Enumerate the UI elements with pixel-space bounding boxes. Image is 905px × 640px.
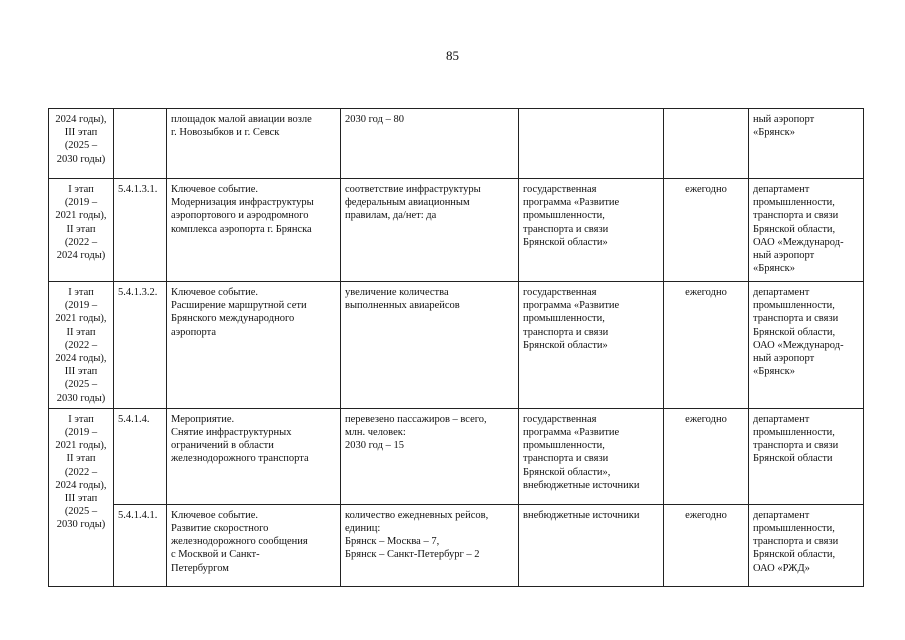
name-cell	[167, 504, 341, 586]
cell-line: II этап	[66, 453, 96, 465]
cell-line: (2019 –	[64, 300, 98, 312]
cell-line: 2021 годы),	[55, 440, 107, 452]
stage-cell	[49, 282, 114, 409]
frequency-cell: ежегодно	[664, 408, 749, 504]
table-row	[49, 504, 864, 586]
cell-line: 2024 годы),	[55, 114, 107, 125]
source-cell	[519, 282, 664, 409]
name-cell	[167, 282, 341, 409]
cell-line: Ключевое событие.	[171, 287, 258, 298]
indicator-cell	[341, 179, 519, 282]
cell-line: Брянской области,	[753, 326, 836, 338]
responsible-cell	[749, 109, 864, 179]
table-row	[49, 179, 864, 282]
cell-line: промышленности,	[523, 210, 605, 222]
cell-line: государственная	[523, 413, 597, 425]
responsible-cell	[749, 282, 864, 409]
cell-line: программа «Развитие	[523, 300, 620, 312]
cell-line: II этап	[66, 326, 96, 338]
table-row	[49, 282, 864, 409]
name-cell	[167, 408, 341, 504]
page-number: 85	[446, 48, 459, 63]
cell-line: «Брянск»	[753, 127, 795, 139]
cell-line: III этап	[64, 493, 98, 505]
cell-line: департамент	[753, 287, 810, 298]
code-cell: 5.4.1.4.	[114, 408, 167, 504]
cell-line: единиц:	[345, 523, 381, 535]
code-cell: 5.4.1.3.2.	[114, 282, 167, 409]
cell-line: Брянской области»	[523, 236, 608, 248]
cell-line: (2025 –	[64, 506, 98, 518]
cell-line: 2021 годы),	[55, 210, 107, 222]
table-row	[49, 109, 864, 179]
cell-line: (2022 –	[64, 466, 98, 478]
cell-line: Брянск – Москва – 7,	[345, 536, 440, 548]
cell-line: Развитие скоростного	[171, 523, 269, 535]
cell-line: Модернизация инфраструктуры	[171, 197, 314, 209]
cell-line: транспорта и связи	[523, 326, 609, 338]
cell-line: ОАО «Международ-	[753, 236, 844, 248]
cell-line: III этап	[64, 366, 98, 378]
responsible-cell	[749, 179, 864, 282]
cell-line: (2025 –	[64, 140, 98, 152]
cell-line: промышленности,	[753, 523, 835, 535]
cell-line: департамент	[753, 184, 810, 195]
frequency-cell: ежегодно	[664, 504, 749, 586]
source-cell	[519, 109, 664, 179]
source-cell	[519, 408, 664, 504]
indicator-cell	[341, 109, 519, 179]
cell-line: Брянского международного	[171, 313, 295, 325]
cell-line: 2030 годы)	[56, 392, 106, 404]
cell-line: Брянск – Санкт-Петербург – 2	[345, 549, 480, 561]
cell-line: Брянской области	[753, 453, 833, 465]
cell-line: промышленности,	[753, 197, 835, 209]
cell-line: аэропорта	[171, 326, 217, 338]
cell-line: «Брянск»	[753, 263, 795, 275]
cell-line: транспорта и связи	[753, 440, 839, 452]
frequency-cell	[664, 109, 749, 179]
stage-cell	[49, 408, 114, 586]
cell-line: ный аэропорт	[753, 114, 815, 125]
cell-line: Ключевое событие.	[171, 509, 258, 521]
cell-line: ный аэропорт	[753, 250, 815, 262]
plan-table	[48, 108, 864, 587]
cell-line: железнодорожного сообщения	[171, 536, 308, 548]
cell-line: федеральным авиационным	[345, 197, 470, 209]
cell-line: 2030 годы)	[56, 153, 106, 165]
cell-line: транспорта и связи	[753, 210, 839, 222]
cell-line: департамент	[753, 509, 810, 521]
cell-line: транспорта и связи	[523, 223, 609, 235]
cell-line: комплекса аэропорта г. Брянска	[171, 223, 312, 235]
cell-line: III этап	[64, 127, 98, 139]
code-cell	[114, 109, 167, 179]
cell-line: (2019 –	[64, 427, 98, 439]
cell-line: с Москвой и Санкт-	[171, 549, 260, 561]
cell-line: транспорта и связи	[753, 536, 839, 548]
cell-line: (2022 –	[64, 339, 98, 351]
cell-line: соответствие инфраструктуры	[345, 184, 481, 195]
cell-line: «Брянск»	[753, 366, 795, 378]
indicator-cell	[341, 504, 519, 586]
cell-line: количество ежедневных рейсов,	[345, 509, 489, 521]
cell-line: I этап	[68, 287, 94, 298]
cell-line: млн. человек:	[345, 427, 406, 439]
cell-line: внебюджетные источники	[523, 479, 640, 491]
cell-line: программа «Развитие	[523, 197, 620, 209]
name-cell	[167, 109, 341, 179]
cell-line: Брянской области»	[523, 339, 608, 351]
cell-line: ОАО «Международ-	[753, 339, 844, 351]
cell-line: внебюджетные источники	[523, 509, 640, 521]
cell-line: 2030 год – 80	[345, 114, 404, 125]
source-cell	[519, 504, 664, 586]
indicator-cell	[341, 282, 519, 409]
cell-line: II этап	[66, 223, 96, 235]
cell-line: железнодорожного транспорта	[171, 453, 309, 465]
cell-line: 2021 годы),	[55, 313, 107, 325]
cell-line: промышленности,	[753, 300, 835, 312]
cell-line: 2024 годы)	[56, 250, 106, 262]
cell-line: программа «Развитие	[523, 427, 620, 439]
stage-cell	[49, 179, 114, 282]
cell-line: (2022 –	[64, 236, 98, 248]
cell-line: ограничений в области	[171, 440, 274, 452]
cell-line: промышленности,	[753, 427, 835, 439]
cell-line: Брянской области,	[753, 549, 836, 561]
cell-line: Мероприятие.	[171, 413, 235, 425]
code-cell: 5.4.1.3.1.	[114, 179, 167, 282]
cell-line: транспорта и связи	[523, 453, 609, 465]
cell-line: промышленности,	[523, 440, 605, 452]
name-cell	[167, 179, 341, 282]
cell-line: департамент	[753, 413, 810, 425]
cell-line: перевезено пассажиров – всего,	[345, 413, 487, 425]
cell-line: 2030 год – 15	[345, 440, 404, 452]
stage-cell	[49, 109, 114, 179]
cell-line: государственная	[523, 287, 597, 298]
responsible-cell	[749, 408, 864, 504]
cell-line: Брянской области»,	[523, 466, 611, 478]
cell-line: Снятие инфраструктурных	[171, 427, 292, 439]
cell-line: Брянской области,	[753, 223, 836, 235]
cell-line: площадок малой авиации возле	[171, 114, 312, 125]
cell-line: 2024 годы),	[55, 479, 107, 491]
cell-line: ный аэропорт	[753, 353, 815, 365]
cell-line: правилам, да/нет: да	[345, 210, 437, 222]
cell-line: I этап	[68, 184, 94, 195]
cell-line: аэропортового и аэродромного	[171, 210, 309, 222]
cell-line: г. Новозыбков и г. Севск	[171, 127, 280, 139]
cell-line: 2024 годы),	[55, 353, 107, 365]
cell-line: промышленности,	[523, 313, 605, 325]
cell-line: I этап	[68, 413, 94, 425]
frequency-cell: ежегодно	[664, 179, 749, 282]
cell-line: Расширение маршрутной сети	[171, 300, 307, 312]
code-cell: 5.4.1.4.1.	[114, 504, 167, 586]
cell-line: (2025 –	[64, 379, 98, 391]
cell-line: государственная	[523, 184, 597, 195]
table-row	[49, 408, 864, 504]
responsible-cell	[749, 504, 864, 586]
cell-line: Ключевое событие.	[171, 184, 258, 195]
source-cell	[519, 179, 664, 282]
indicator-cell	[341, 408, 519, 504]
cell-line: выполненных авиарейсов	[345, 300, 460, 312]
cell-line: увеличение количества	[345, 287, 449, 298]
cell-line: транспорта и связи	[753, 313, 839, 325]
cell-line: 2030 годы)	[56, 519, 106, 531]
cell-line: Петербургом	[171, 562, 229, 574]
frequency-cell: ежегодно	[664, 282, 749, 409]
cell-line: (2019 –	[64, 197, 98, 209]
cell-line: ОАО «РЖД»	[753, 562, 810, 574]
